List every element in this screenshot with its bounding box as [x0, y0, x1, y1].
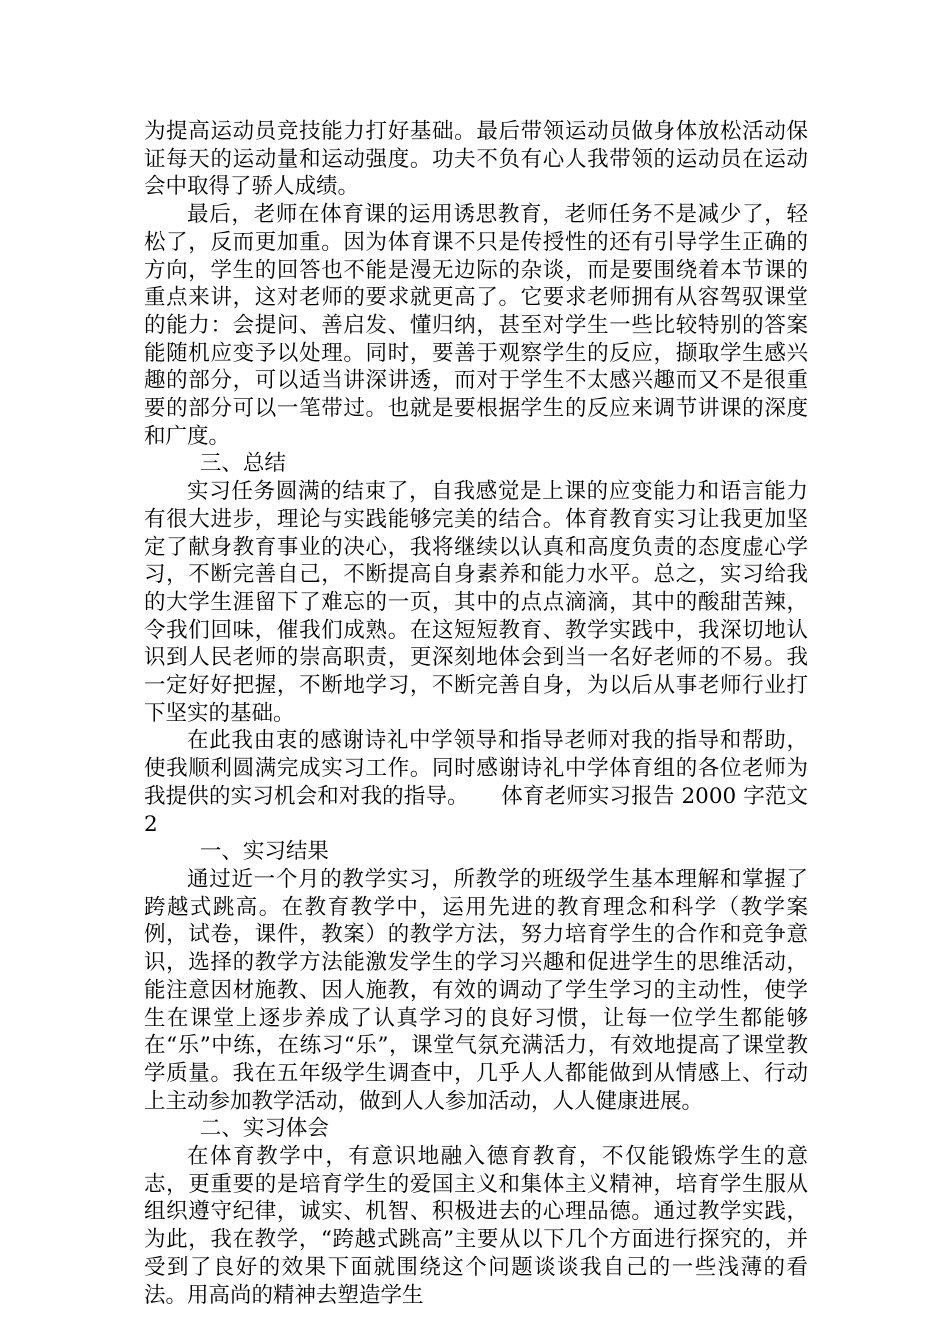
document-body	[144, 118, 808, 1309]
paragraph-teacher-role: 最后，老师在体育课的运用诱思教育，老师任务不是减少了，轻松了，反而更加重。因为体育课不只是传授性的还有引导学生正确的方向，学生的回答也不能是漫无边际的杂谈，而是要围绕着本节课的重点来讲，这对老师的要求就更高了。它要求老师拥有从容驾驭课堂的能力：会提问、善启发、懂归纳，甚至对学生一些比较特别的答案能随机应变予以处理。同时，要善于观察学生的反应，撷取学生感兴趣的部分，可以适当讲深讲透，而对于学生不太感兴趣而又不是很重要的部分可以一笔带过。也就是要根据学生的反应来调节讲课的深度和广度。	[144, 202, 808, 449]
paragraph-thanks: 在此我由衷的感谢诗礼中学领导和指导老师对我的指导和帮助，使我顺利圆满完成实习工作。同时感谢诗礼中学体育组的各位老师为我提供的实习机会和对我的指导。 体育老师实习报告 2000 字范文 2	[144, 728, 808, 837]
section-heading-summary: 三、总结	[199, 451, 286, 477]
section-heading-experience: 二、实习体会	[199, 1116, 329, 1142]
paragraph-summary: 实习任务圆满的结束了，自我感觉是上课的应变能力和语言能力有很大进步，理论与实践能够完美的结合。体育教育实习让我更加坚定了献身教育事业的决心，我将继续以认真和高度负责的态度虚心学习，不断完善自己，不断提高自身素养和能力水平。总之，实习给我的大学生涯留下了难忘的一页，其中的点点滴滴，其中的酸甜苦辣，令我们回味，催我们成熟。在这短短教育、教学实践中，我深切地认识到人民老师的崇高职责，更深刻地体会到当一名好老师的不易。我一定好好把握，不断地学习，不断完善自身，为以后从事老师行业打下坚实的基础。	[144, 479, 808, 726]
paragraph-results: 通过近一个月的教学实习，所教学的班级学生基本理解和掌握了跨越式跳高。在教育教学中，运用先进的教育理念和科学（教学案例，试卷，课件，教案）的教学方法，努力培育学生的合作和竞争意识，选择的教学方法能激发学生的学习兴趣和促进学生的思维活动，能注意因材施教、因人施教，有效的调动了学生学习的主动性，使学生在课堂上逐步养成了认真学习的良好习惯，让每一位学生都能够在“乐”中练，在练习“乐”，课堂气氛充满活力，有效地提高了课堂教学质量。我在五年级学生调查中，几乎人人都能做到从情感上、行动上主动参加教学活动，做到人人参加活动，人人健康进展。	[144, 866, 808, 1114]
paragraph-continuation: 为提高运动员竞技能力打好基础。最后带领运动员做身体放松活动保证每天的运动量和运动强度。功夫不负有心人我带领的运动员在运动会中取得了骄人成绩。	[144, 119, 808, 200]
section-heading-results: 一、实习结果	[199, 839, 329, 865]
paragraph-experience: 在体育教学中，有意识地融入德育教育，不仅能锻炼学生的意志，更重要的是培育学生的爱国主义和集体主义精神，培育学生服从组织遵守纪律，诚实、机智、积极进去的心理品德。通过教学实践，为此，我在教学，“跨越式跳高”主要从以下几个方面进行探究的，并受到了良好的效果下面就围绕这个问题谈谈我自己的一些浅薄的看法。用高尚的精神去塑造学生	[144, 1144, 808, 1308]
